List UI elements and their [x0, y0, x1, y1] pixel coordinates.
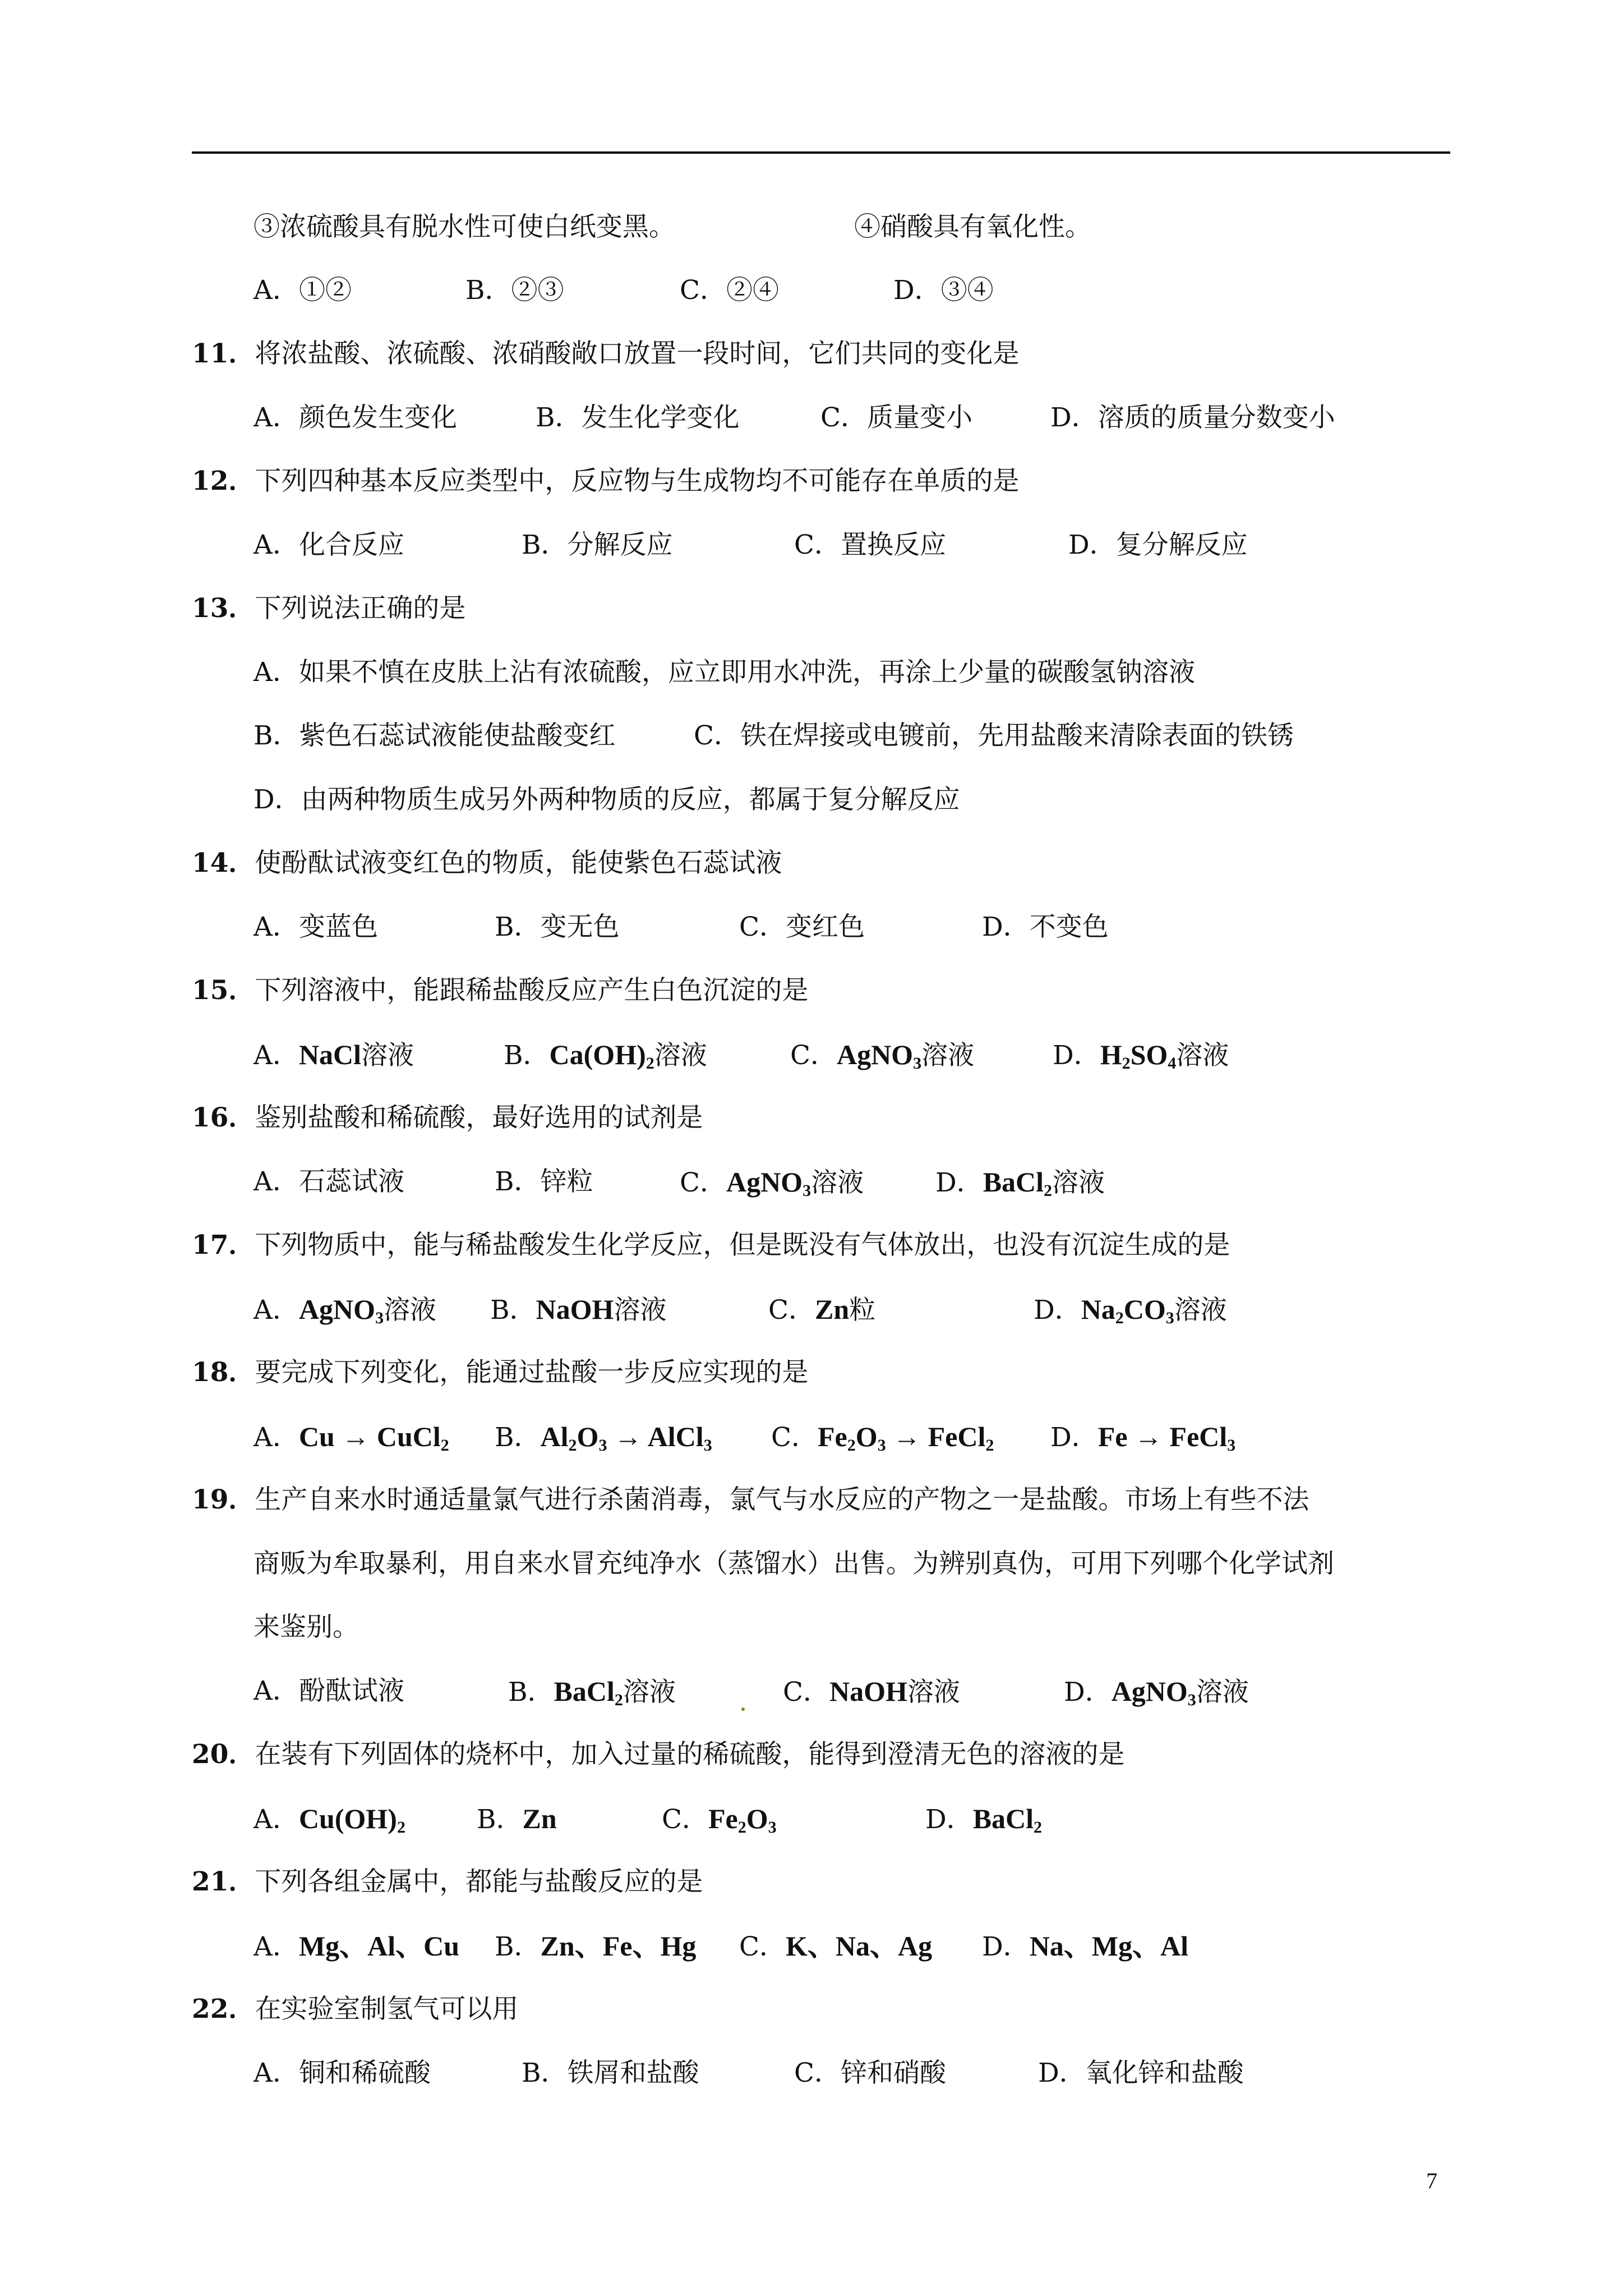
question-stem: 在装有下列固体的烧杯中，加入过量的稀硫酸，能得到澄清无色的溶液的是	[255, 1739, 1125, 1770]
q11-option-c: C．质量变小	[820, 402, 972, 433]
option-text: 溶液	[1052, 1167, 1105, 1198]
q10-option-d: D．③④	[893, 275, 994, 306]
q15-option-c	[790, 1038, 974, 1073]
formula: AgNO$_3$	[298, 1294, 384, 1327]
formula: AgNO$_3$	[1111, 1676, 1196, 1709]
question-stem-line-1: 生产自来水时通适量氯气进行杀菌消毒，氯气与水反应的产物之一是盐酸。市场上有些不法	[255, 1484, 1310, 1515]
q12-option-b: B．分解反应	[522, 530, 673, 560]
option-label: B．	[495, 1422, 541, 1453]
option-label: B．	[477, 1804, 523, 1835]
q19-option-a: A．酚酞试液	[253, 1676, 404, 1706]
option-label: D．	[1064, 1677, 1112, 1708]
formula: $Fe_2O_3$	[708, 1803, 777, 1837]
question-14	[192, 846, 782, 880]
question-stem: 下列各组金属中，都能与盐酸反应的是	[255, 1866, 703, 1897]
formula: Cu → CuCl$_2$	[298, 1421, 449, 1455]
question-stem: 下列四种基本反应类型中，反应物与生成物均不可能存在单质的是	[255, 466, 1020, 496]
option-label: C．	[739, 1931, 786, 1962]
q21-option-a	[253, 1929, 459, 1964]
q15-option-a	[253, 1038, 414, 1073]
q20-option-c	[662, 1802, 777, 1837]
question-22	[192, 1993, 518, 2026]
q20-option-d	[925, 1802, 1042, 1837]
q17-option-a	[253, 1292, 436, 1327]
q17-option-d	[1034, 1292, 1227, 1327]
formula: BaCl$_2$	[972, 1803, 1043, 1837]
option-label: B．	[490, 1295, 536, 1326]
question-12	[192, 464, 1019, 498]
question-16	[192, 1101, 703, 1135]
question-stem: 下列溶液中，能跟稀盐酸反应产生白色沉淀的是	[255, 975, 809, 1006]
q18-option-c	[771, 1420, 994, 1455]
q13-option-c: C．铁在焊接或电镀前，先用盐酸来清除表面的铁锈	[694, 720, 1294, 751]
question-stem: 在实验室制氢气可以用	[255, 1994, 519, 2024]
option-label: D．	[982, 1931, 1030, 1962]
option-label: B．	[508, 1677, 554, 1708]
q17-option-b	[490, 1292, 666, 1327]
q20-option-a	[253, 1802, 405, 1837]
option-text: 溶液	[654, 1040, 707, 1071]
option-text: 溶液	[623, 1677, 676, 1708]
q22-option-c: C．锌和硝酸	[794, 2058, 946, 2088]
option-text: 粒	[849, 1295, 876, 1326]
q14-option-a: A．变蓝色	[253, 912, 378, 942]
option-label: A．	[253, 1422, 299, 1453]
q18-option-a	[253, 1420, 449, 1455]
question-stem: 下列物质中，能与稀盐酸发生化学反应，但是既没有气体放出，也没有沉淀生成的是	[255, 1230, 1230, 1260]
arrow-icon: →	[1134, 1421, 1163, 1452]
option-text: 溶液	[907, 1677, 960, 1708]
q13-option-d: D．由两种物质生成另外两种物质的反应，都属于复分解反应	[253, 784, 960, 815]
header-rule	[192, 151, 1450, 154]
formula: Zn	[814, 1294, 850, 1325]
q10-item-3: ③浓硫酸具有脱水性可使白纸变黑。	[253, 211, 675, 242]
question-number: 20．	[192, 1739, 255, 1770]
formula: NaCl	[298, 1039, 362, 1070]
option-label: C．	[790, 1040, 837, 1071]
q21-option-d	[982, 1929, 1188, 1964]
question-number: 11．	[192, 338, 255, 369]
option-label: A．	[253, 1040, 299, 1071]
question-number: 18．	[192, 1357, 255, 1388]
q18-option-d	[1050, 1420, 1235, 1455]
option-text: 溶液	[1196, 1677, 1249, 1708]
stray-mark	[741, 1708, 745, 1711]
formula: NaOH	[829, 1676, 907, 1707]
option-label: C．	[662, 1804, 708, 1835]
option-label: C．	[680, 1167, 726, 1198]
q21-option-c	[739, 1929, 932, 1964]
q17-option-c	[768, 1292, 875, 1327]
question-number: 16．	[192, 1102, 255, 1133]
question-18	[192, 1356, 808, 1389]
question-19	[192, 1483, 1309, 1517]
arrow-icon: →	[893, 1421, 921, 1452]
formula: Mg、Al、Cu	[298, 1930, 460, 1962]
q12-option-a: A．化合反应	[253, 530, 404, 560]
option-text: 溶液	[921, 1040, 975, 1071]
question-21	[192, 1865, 703, 1899]
option-label: A．	[253, 1804, 299, 1835]
q11-option-a: A．颜色发生变化	[253, 402, 457, 433]
q12-option-c: C．置换反应	[794, 530, 946, 560]
q16-option-a: A．石蕊试液	[253, 1166, 404, 1197]
formula: $Na_2CO_3$	[1081, 1294, 1174, 1327]
question-stem: 将浓盐酸、浓硫酸、浓硝酸敞口放置一段时间，它们共同的变化是	[255, 338, 1020, 369]
q15-option-d	[1053, 1038, 1229, 1073]
question-number: 17．	[192, 1230, 255, 1260]
q22-option-d: D．氧化锌和盐酸	[1038, 2058, 1244, 2088]
question-number: 14．	[192, 848, 255, 878]
option-label: D．	[935, 1167, 983, 1198]
question-number: 12．	[192, 466, 255, 496]
page-number: 7	[1426, 2168, 1437, 2193]
formula: Zn、Fe、Hg	[540, 1930, 697, 1962]
q10-item-4: ④硝酸具有氧化性。	[854, 211, 1091, 242]
question-stem: 使酚酞试液变红色的物质，能使紫色石蕊试液	[255, 848, 782, 878]
arrow-icon: →	[614, 1421, 642, 1452]
question-number: 22．	[192, 1994, 255, 2024]
q19-option-c	[783, 1674, 960, 1709]
option-text: 溶液	[1176, 1040, 1229, 1071]
q11-option-b: B．发生化学变化	[536, 402, 740, 433]
formula: Fe → FeCl$_3$	[1098, 1421, 1236, 1455]
option-text: 溶液	[361, 1040, 414, 1071]
question-stem: 鉴别盐酸和稀硫酸，最好选用的试剂是	[255, 1102, 703, 1133]
formula: Na、Mg、Al	[1029, 1930, 1188, 1962]
option-label: B．	[504, 1040, 550, 1071]
question-stem-line-2: 商贩为牟取暴利，用自来水冒充纯净水（蒸馏水）出售。为辨别真伪，可用下列哪个化学试剂	[253, 1548, 1334, 1579]
arrow-icon: →	[342, 1421, 370, 1452]
option-label: B．	[495, 1931, 541, 1962]
q16-option-c	[680, 1165, 864, 1200]
formula: Zn	[522, 1803, 557, 1834]
option-label: C．	[768, 1295, 815, 1326]
q10-option-a: A．①②	[253, 275, 352, 306]
formula: K、Na、Ag	[785, 1930, 933, 1962]
q13-option-a: A．如果不慎在皮肤上沾有浓硫酸，应立即用水冲洗，再涂上少量的碳酸氢钠溶液	[253, 657, 1195, 688]
option-text: 溶液	[614, 1295, 667, 1326]
q20-option-b	[477, 1802, 557, 1837]
question-11	[192, 337, 1019, 371]
formula: NaOH	[536, 1294, 614, 1325]
q14-option-b: B．变无色	[495, 912, 620, 942]
question-number: 13．	[192, 593, 255, 624]
question-stem-line-3: 来鉴别。	[253, 1612, 359, 1642]
question-number: 19．	[192, 1484, 255, 1515]
q16-option-b: B．锌粒	[495, 1166, 593, 1197]
question-stem: 下列说法正确的是	[255, 593, 466, 624]
q14-option-c: C．变红色	[739, 912, 865, 942]
q10-option-c: C．②④	[680, 275, 779, 306]
q15-option-b	[504, 1038, 707, 1073]
q16-option-d	[935, 1165, 1105, 1200]
q21-option-b	[495, 1929, 696, 1964]
option-label: D．	[925, 1804, 973, 1835]
option-label: D．	[1053, 1040, 1100, 1071]
question-13	[192, 592, 465, 625]
question-17	[192, 1228, 1230, 1262]
option-label: D．	[1050, 1422, 1098, 1453]
option-label: A．	[253, 1295, 299, 1326]
formula: AgNO$_3$	[836, 1039, 922, 1073]
q22-option-a: A．铜和稀硫酸	[253, 2058, 431, 2088]
question-15	[192, 974, 808, 1007]
formula: $H_2SO_4$	[1100, 1039, 1177, 1073]
option-text: 溶液	[384, 1295, 437, 1326]
q19-option-b	[508, 1674, 676, 1709]
q12-option-d: D．复分解反应	[1068, 530, 1248, 560]
question-number: 15．	[192, 975, 255, 1006]
option-label: C．	[771, 1422, 818, 1453]
option-label: C．	[783, 1677, 829, 1708]
q19-option-d	[1064, 1674, 1249, 1709]
formula: AgNO$_3$	[726, 1166, 811, 1200]
question-20	[192, 1738, 1124, 1772]
question-stem: 要完成下列变化，能通过盐酸一步反应实现的是	[255, 1357, 809, 1388]
option-label: A．	[253, 1931, 299, 1962]
formula: $Cu(OH)_2$	[298, 1803, 405, 1837]
formula: BaCl$_2$	[554, 1676, 623, 1709]
formula: $Ca(OH)_2$	[549, 1039, 654, 1073]
formula: BaCl$_2$	[983, 1166, 1053, 1200]
q10-option-b: B．②③	[465, 275, 564, 306]
formula: $Fe_2O_3$ → FeCl$_2$	[817, 1421, 994, 1455]
option-text: 溶液	[1174, 1295, 1227, 1326]
q13-option-b: B．紫色石蕊试液能使盐酸变红	[253, 720, 616, 751]
question-number: 21．	[192, 1866, 255, 1897]
option-text: 溶液	[811, 1167, 864, 1198]
q14-option-d: D．不变色	[982, 912, 1109, 942]
q11-option-d: D．溶质的质量分数变小	[1050, 402, 1335, 433]
formula: $Al_2O_3$ → AlCl$_3$	[540, 1421, 712, 1455]
q22-option-b: B．铁屑和盐酸	[522, 2058, 699, 2088]
q18-option-b	[495, 1420, 712, 1455]
option-label: D．	[1034, 1295, 1081, 1326]
